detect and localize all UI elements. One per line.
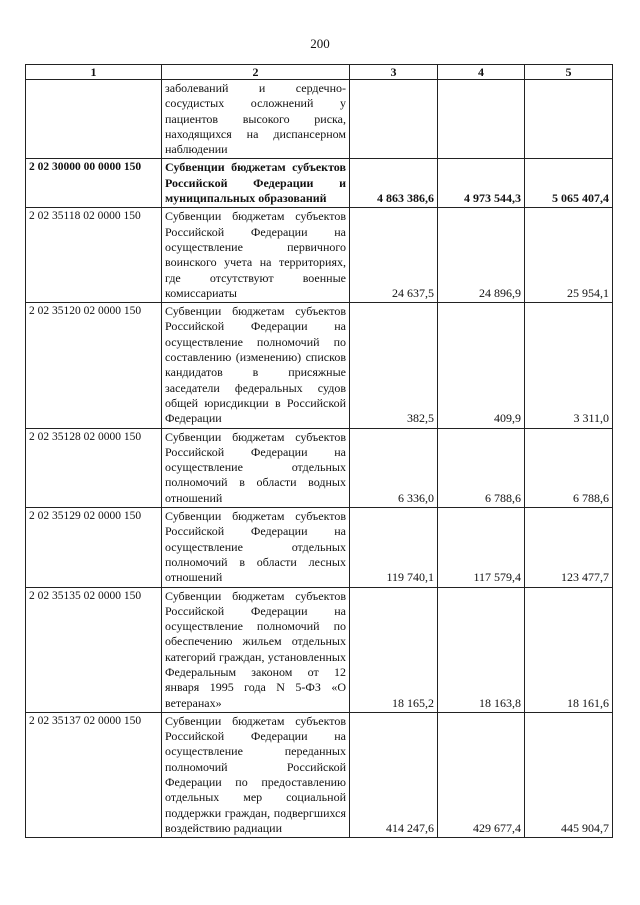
row-description: Субвенции бюджетам субъектов Российской Федерации на осуществление переданных полномочий Российской Федерации по предоставлению отдельных мер социальной поддержки граждан, подвергшихся воздействию радиации (162, 712, 350, 837)
row-code (26, 80, 162, 159)
column-header-3: 3 (350, 65, 438, 80)
row-code: 2 02 35135 02 0000 150 (26, 587, 162, 712)
row-value-col5: 25 954,1 (525, 208, 613, 303)
row-code: 2 02 30000 00 0000 150 (26, 159, 162, 208)
row-description: заболеваний и сердечно-сосудистых осложнений у пациентов высокого риска, находящихся на диспансерном наблюдении (162, 80, 350, 159)
page-number: 200 (310, 36, 330, 51)
table-row-total (26, 159, 613, 208)
table-row (26, 508, 613, 587)
row-description: Субвенции бюджетам субъектов Российской Федерации на осуществление полномочий по составлению (изменению) списков кандидатов в присяжные заседатели федеральных судов общей юрисдикции в Российской Федерации (162, 303, 350, 428)
row-value-col3: 24 637,5 (350, 208, 438, 303)
row-code: 2 02 35128 02 0000 150 (26, 428, 162, 507)
row-value-col4: 6 788,6 (438, 428, 525, 507)
row-description: Субвенции бюджетам субъектов Российской Федерации и муниципальных образований (162, 159, 350, 208)
row-value-col4: 117 579,4 (438, 508, 525, 587)
row-code: 2 02 35137 02 0000 150 (26, 712, 162, 837)
table-row (26, 303, 613, 428)
row-value-col4: 429 677,4 (438, 712, 525, 837)
table-row (26, 208, 613, 303)
row-value-col4: 4 973 544,3 (438, 159, 525, 208)
row-description: Субвенции бюджетам субъектов Российской Федерации на осуществление отдельных полномочий в области лесных отношений (162, 508, 350, 587)
row-value-col5: 5 065 407,4 (525, 159, 613, 208)
column-header-4: 4 (438, 65, 525, 80)
column-header-5: 5 (525, 65, 613, 80)
row-value-col5: 123 477,7 (525, 508, 613, 587)
table-row (26, 428, 613, 507)
row-description: Субвенции бюджетам субъектов Российской Федерации на осуществление первичного воинского учета на территориях, где отсутствуют военные комиссариаты (162, 208, 350, 303)
row-value-col3: 119 740,1 (350, 508, 438, 587)
row-value-col4: 409,9 (438, 303, 525, 428)
row-value-col5: 445 904,7 (525, 712, 613, 837)
row-description: Субвенции бюджетам субъектов Российской Федерации на осуществление отдельных полномочий в области водных отношений (162, 428, 350, 507)
row-code: 2 02 35129 02 0000 150 (26, 508, 162, 587)
row-value-col3 (350, 80, 438, 159)
row-code: 2 02 35118 02 0000 150 (26, 208, 162, 303)
row-value-col4: 24 896,9 (438, 208, 525, 303)
row-value-col3: 6 336,0 (350, 428, 438, 507)
row-value-col5 (525, 80, 613, 159)
table-row (26, 712, 613, 837)
budget-table (25, 64, 613, 838)
row-value-col4: 18 163,8 (438, 587, 525, 712)
row-value-col3: 18 165,2 (350, 587, 438, 712)
column-header-1: 1 (26, 65, 162, 80)
row-code: 2 02 35120 02 0000 150 (26, 303, 162, 428)
row-value-col5: 3 311,0 (525, 303, 613, 428)
row-description: Субвенции бюджетам субъектов Российской Федерации на осуществление полномочий по обеспечению жильем отдельных категорий граждан, установленных Федеральным законом от 12 января 1995 года N 5-ФЗ «О ветеранах» (162, 587, 350, 712)
row-value-col3: 414 247,6 (350, 712, 438, 837)
table-row (26, 587, 613, 712)
row-value-col5: 6 788,6 (525, 428, 613, 507)
table-row (26, 80, 613, 159)
column-header-row (26, 65, 613, 80)
row-value-col3: 4 863 386,6 (350, 159, 438, 208)
row-value-col5: 18 161,6 (525, 587, 613, 712)
row-value-col4 (438, 80, 525, 159)
row-value-col3: 382,5 (350, 303, 438, 428)
column-header-2: 2 (162, 65, 350, 80)
